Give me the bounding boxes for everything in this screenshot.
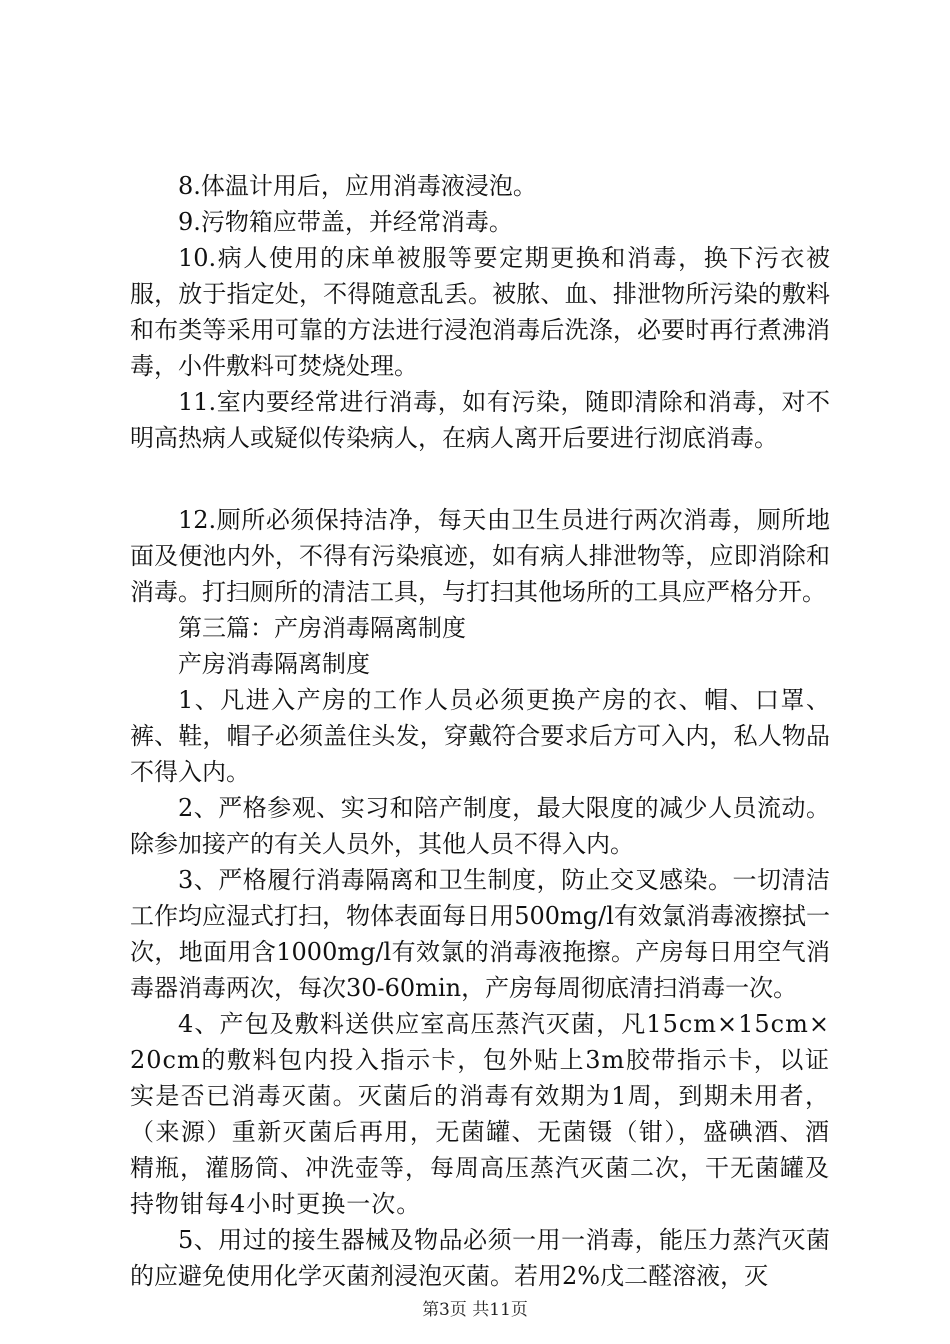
section-subheading: 产房消毒隔离制度 — [178, 650, 370, 678]
document-body — [130, 168, 830, 1294]
page-footer: 第3页 共11页 — [422, 1300, 528, 1320]
paragraph-item-10: 10.病人使用的床单被服等要定期更换和消毒，换下污衣被服，放于指定处，不得随意乱丢。被脓、血、排泄物所污染的敷料和布类等采用可靠的方法进行浸泡消毒后洗涤，必要时再行煮沸消毒，小件敷料可焚烧处理。 — [130, 244, 830, 380]
rule-item-4: 4、产包及敷料送供应室高压蒸汽灭菌，凡15cm×15cm×20cm的敷料包内投入指示卡，包外贴上3m胶带指示卡，以证实是否已消毒灭菌。灭菌后的消毒有效期为1周，到期未用者，（来源）重新灭菌后再用，无菌罐、无菌镊（钳），盛碘酒、酒精瓶，灌肠筒、冲洗壶等，每周高压蒸汽灭菌二次，干无菌罐及持物钳每4小时更换一次。 — [130, 1010, 830, 1218]
rule-item-2: 2、严格参观、实习和陪产制度，最大限度的减少人员流动。除参加接产的有关人员外，其他人员不得入内。 — [130, 794, 830, 858]
paragraph-item-12: 12.厕所必须保持洁净，每天由卫生员进行两次消毒，厕所地面及便池内外，不得有污染痕迹，如有病人排泄物等，应即消除和消毒。打扫厕所的清洁工具，与打扫其他场所的工具应严格分开。 — [130, 506, 830, 606]
paragraph-item-8: 8.体温计用后，应用消毒液浸泡。 — [178, 172, 537, 200]
rule-item-3: 3、严格履行消毒隔离和卫生制度，防止交叉感染。一切清洁工作均应湿式打扫，物体表面每日用500mg/l有效氯消毒液擦拭一次，地面用含1000mg/l有效氯的消毒液拖擦。产房每日用空气消毒器消毒两次，每次30-60min，产房每周彻底清扫消毒一次。 — [130, 866, 830, 1002]
rule-item-5: 5、用过的接生器械及物品必须一用一消毒，能压力蒸汽灭菌的应避免使用化学灭菌剂浸泡灭菌。若用2%戊二醛溶液，灭 — [130, 1226, 830, 1290]
rule-item-1: 1、凡进入产房的工作人员必须更换产房的衣、帽、口罩、裤、鞋，帽子必须盖住头发，穿戴符合要求后方可入内，私人物品不得入内。 — [130, 686, 830, 786]
paragraph-item-9: 9.污物箱应带盖，并经常消毒。 — [178, 208, 513, 236]
paragraph-item-11: 11.室内要经常进行消毒，如有污染，随即清除和消毒，对不明高热病人或疑似传染病人，在病人离开后要进行沏底消毒。 — [130, 388, 830, 452]
section-heading: 第三篇：产房消毒隔离制度 — [178, 614, 466, 642]
paragraph-gap — [130, 456, 830, 502]
